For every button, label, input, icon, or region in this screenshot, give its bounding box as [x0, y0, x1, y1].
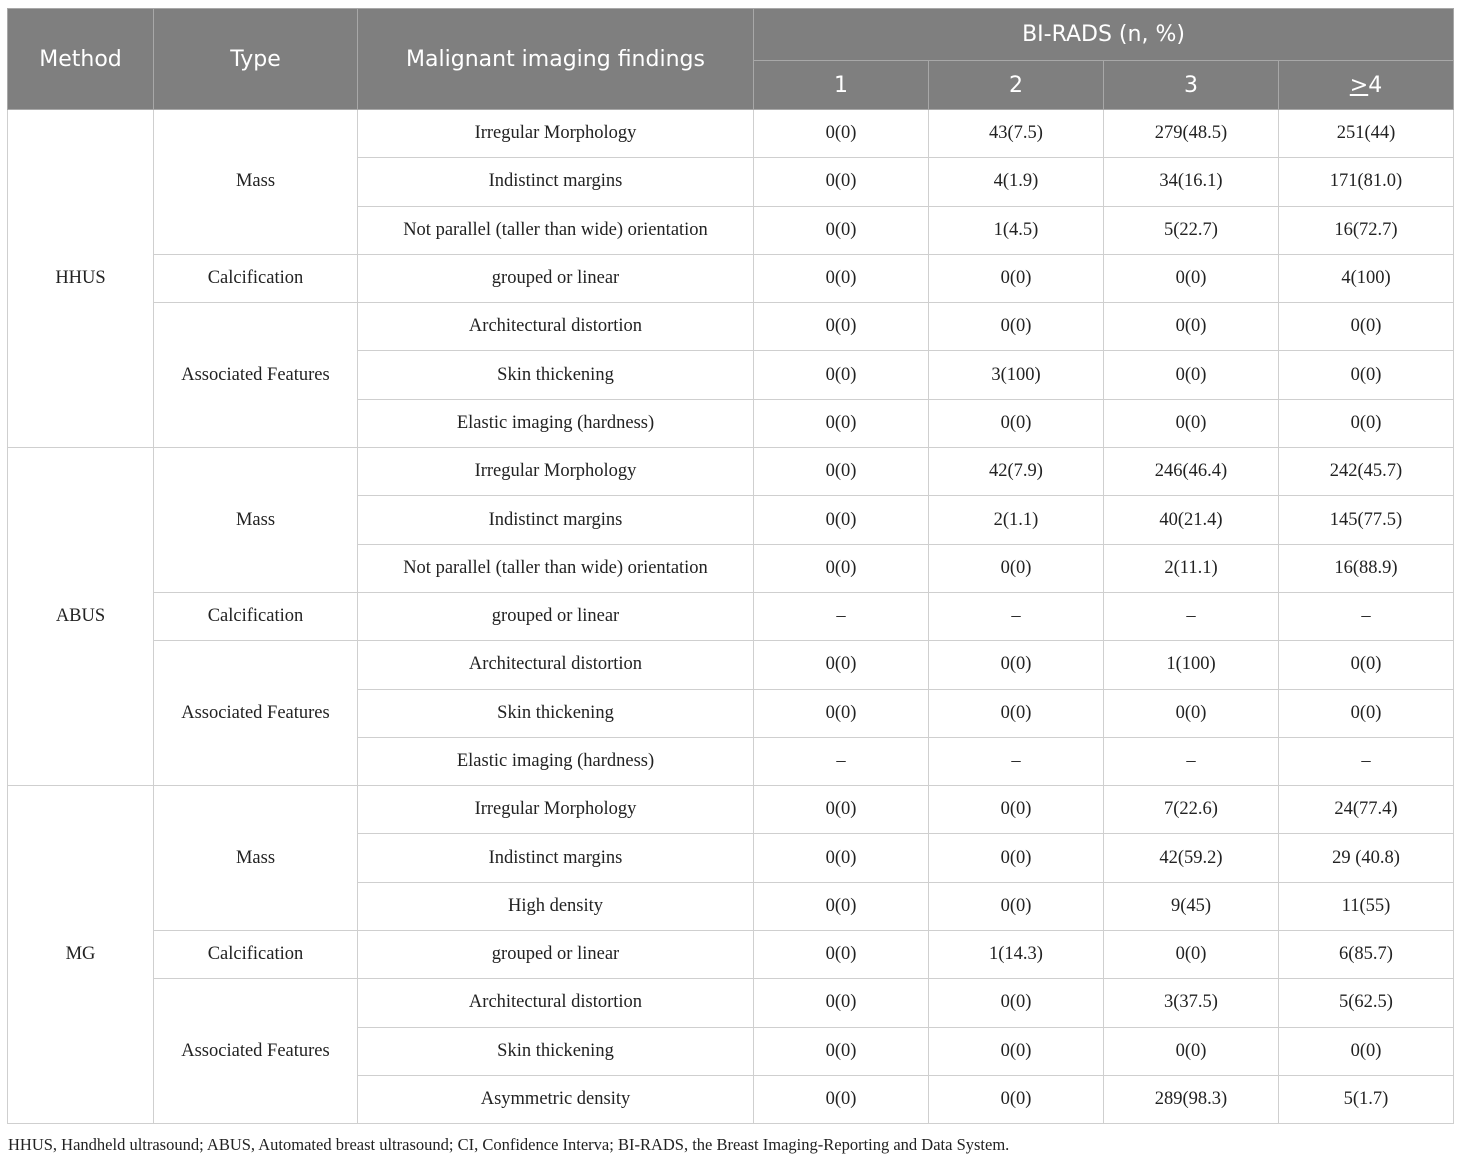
- value-cell-birads-1: 0(0): [754, 254, 929, 302]
- finding-cell: Architectural distortion: [358, 303, 754, 351]
- value-cell-birads-4-plus: 0(0): [1279, 689, 1454, 737]
- value-cell-birads-1: 0(0): [754, 641, 929, 689]
- value-cell-birads-4-plus: –: [1279, 737, 1454, 785]
- value-cell-birads-3: 5(22.7): [1104, 206, 1279, 254]
- value-cell-birads-2: 0(0): [929, 399, 1104, 447]
- value-cell-birads-2: 0(0): [929, 979, 1104, 1027]
- value-cell-birads-3: 42(59.2): [1104, 834, 1279, 882]
- finding-cell: Not parallel (taller than wide) orientation: [358, 544, 754, 592]
- value-cell-birads-1: 0(0): [754, 689, 929, 737]
- finding-cell: Elastic imaging (hardness): [358, 399, 754, 447]
- value-cell-birads-4-plus: 5(62.5): [1279, 979, 1454, 1027]
- value-cell-birads-4-plus: 4(100): [1279, 254, 1454, 302]
- value-cell-birads-2: –: [929, 592, 1104, 640]
- value-cell-birads-2: 42(7.9): [929, 448, 1104, 496]
- value-cell-birads-1: 0(0): [754, 351, 929, 399]
- value-cell-birads-2: –: [929, 737, 1104, 785]
- value-cell-birads-2: 0(0): [929, 254, 1104, 302]
- finding-cell: Irregular Morphology: [358, 448, 754, 496]
- value-cell-birads-1: 0(0): [754, 882, 929, 930]
- value-cell-birads-4-plus: 16(72.7): [1279, 206, 1454, 254]
- table-row: [8, 979, 1454, 1027]
- type-cell: Mass: [154, 786, 358, 931]
- birads-findings-table: [7, 8, 1454, 1124]
- value-cell-birads-2: 4(1.9): [929, 158, 1104, 206]
- value-cell-birads-1: 0(0): [754, 158, 929, 206]
- value-cell-birads-3: 0(0): [1104, 303, 1279, 351]
- type-cell: Associated Features: [154, 641, 358, 786]
- value-cell-birads-4-plus: 242(45.7): [1279, 448, 1454, 496]
- value-cell-birads-3: 246(46.4): [1104, 448, 1279, 496]
- finding-cell: grouped or linear: [358, 254, 754, 302]
- value-cell-birads-1: 0(0): [754, 110, 929, 158]
- value-cell-birads-1: 0(0): [754, 544, 929, 592]
- header-birads: BI-RADS (n, %): [754, 9, 1454, 61]
- value-cell-birads-4-plus: 5(1.7): [1279, 1075, 1454, 1123]
- value-cell-birads-1: 0(0): [754, 303, 929, 351]
- value-cell-birads-2: 1(4.5): [929, 206, 1104, 254]
- value-cell-birads-1: 0(0): [754, 399, 929, 447]
- value-cell-birads-3: 9(45): [1104, 882, 1279, 930]
- table-footnote: HHUS, Handheld ultrasound; ABUS, Automated breast ultrasound; CI, Confidence Interva; BI-RADS, the Breast Imaging-Reporting and Data System.: [8, 1135, 1010, 1154]
- value-cell-birads-1: 0(0): [754, 979, 929, 1027]
- table-row: [8, 254, 1454, 302]
- header-birads-2: 2: [929, 61, 1104, 110]
- value-cell-birads-3: –: [1104, 592, 1279, 640]
- value-cell-birads-2: 0(0): [929, 1075, 1104, 1123]
- finding-cell: Indistinct margins: [358, 158, 754, 206]
- finding-cell: Irregular Morphology: [358, 786, 754, 834]
- value-cell-birads-4-plus: 251(44): [1279, 110, 1454, 158]
- table-row: [8, 592, 1454, 640]
- header-birads-1: 1: [754, 61, 929, 110]
- value-cell-birads-4-plus: 16(88.9): [1279, 544, 1454, 592]
- method-cell: ABUS: [8, 448, 154, 786]
- value-cell-birads-4-plus: 0(0): [1279, 641, 1454, 689]
- table-row: [8, 303, 1454, 351]
- finding-cell: Indistinct margins: [358, 834, 754, 882]
- value-cell-birads-1: 0(0): [754, 1075, 929, 1123]
- value-cell-birads-4-plus: –: [1279, 592, 1454, 640]
- value-cell-birads-2: 0(0): [929, 786, 1104, 834]
- value-cell-birads-1: 0(0): [754, 931, 929, 979]
- value-cell-birads-3: 289(98.3): [1104, 1075, 1279, 1123]
- value-cell-birads-3: 0(0): [1104, 931, 1279, 979]
- value-cell-birads-2: 0(0): [929, 641, 1104, 689]
- value-cell-birads-1: 0(0): [754, 448, 929, 496]
- finding-cell: grouped or linear: [358, 931, 754, 979]
- table-row: [8, 641, 1454, 689]
- finding-cell: Irregular Morphology: [358, 110, 754, 158]
- finding-cell: High density: [358, 882, 754, 930]
- value-cell-birads-3: 34(16.1): [1104, 158, 1279, 206]
- header-findings: Malignant imaging findings: [358, 9, 754, 110]
- finding-cell: Skin thickening: [358, 1027, 754, 1075]
- value-cell-birads-3: 0(0): [1104, 399, 1279, 447]
- value-cell-birads-3: 40(21.4): [1104, 496, 1279, 544]
- value-cell-birads-2: 0(0): [929, 882, 1104, 930]
- value-cell-birads-3: 0(0): [1104, 254, 1279, 302]
- value-cell-birads-2: 43(7.5): [929, 110, 1104, 158]
- type-cell: Mass: [154, 110, 358, 255]
- value-cell-birads-3: 3(37.5): [1104, 979, 1279, 1027]
- value-cell-birads-3: 0(0): [1104, 351, 1279, 399]
- value-cell-birads-3: 0(0): [1104, 689, 1279, 737]
- value-cell-birads-1: 0(0): [754, 496, 929, 544]
- value-cell-birads-2: 0(0): [929, 303, 1104, 351]
- value-cell-birads-4-plus: 29 (40.8): [1279, 834, 1454, 882]
- value-cell-birads-3: –: [1104, 737, 1279, 785]
- value-cell-birads-2: 0(0): [929, 1027, 1104, 1075]
- value-cell-birads-1: –: [754, 592, 929, 640]
- value-cell-birads-4-plus: 6(85.7): [1279, 931, 1454, 979]
- value-cell-birads-4-plus: 0(0): [1279, 399, 1454, 447]
- value-cell-birads-3: 1(100): [1104, 641, 1279, 689]
- table-row: [8, 931, 1454, 979]
- value-cell-birads-2: 0(0): [929, 834, 1104, 882]
- value-cell-birads-1: 0(0): [754, 834, 929, 882]
- table-row: [8, 786, 1454, 834]
- type-cell: Calcification: [154, 931, 358, 979]
- value-cell-birads-3: 7(22.6): [1104, 786, 1279, 834]
- value-cell-birads-1: 0(0): [754, 1027, 929, 1075]
- value-cell-birads-4-plus: 11(55): [1279, 882, 1454, 930]
- value-cell-birads-1: –: [754, 737, 929, 785]
- method-cell: MG: [8, 786, 154, 1124]
- type-cell: Calcification: [154, 254, 358, 302]
- finding-cell: Architectural distortion: [358, 979, 754, 1027]
- value-cell-birads-3: 279(48.5): [1104, 110, 1279, 158]
- value-cell-birads-2: 2(1.1): [929, 496, 1104, 544]
- method-cell: HHUS: [8, 110, 154, 448]
- header-method: Method: [8, 9, 154, 110]
- value-cell-birads-2: 0(0): [929, 689, 1104, 737]
- value-cell-birads-4-plus: 0(0): [1279, 1027, 1454, 1075]
- finding-cell: Elastic imaging (hardness): [358, 737, 754, 785]
- table-row: [8, 448, 1454, 496]
- value-cell-birads-2: 3(100): [929, 351, 1104, 399]
- header-birads-4-plus: >4: [1279, 61, 1454, 110]
- table-header: [8, 9, 1454, 110]
- value-cell-birads-4-plus: 0(0): [1279, 351, 1454, 399]
- type-cell: Associated Features: [154, 979, 358, 1124]
- value-cell-birads-4-plus: 145(77.5): [1279, 496, 1454, 544]
- header-type: Type: [154, 9, 358, 110]
- value-cell-birads-4-plus: 171(81.0): [1279, 158, 1454, 206]
- value-cell-birads-2: 1(14.3): [929, 931, 1104, 979]
- value-cell-birads-1: 0(0): [754, 206, 929, 254]
- value-cell-birads-4-plus: 0(0): [1279, 303, 1454, 351]
- finding-cell: Skin thickening: [358, 351, 754, 399]
- value-cell-birads-2: 0(0): [929, 544, 1104, 592]
- value-cell-birads-3: 2(11.1): [1104, 544, 1279, 592]
- value-cell-birads-1: 0(0): [754, 786, 929, 834]
- type-cell: Mass: [154, 448, 358, 593]
- header-birads-3: 3: [1104, 61, 1279, 110]
- table-row: [8, 110, 1454, 158]
- value-cell-birads-3: 0(0): [1104, 1027, 1279, 1075]
- finding-cell: Asymmetric density: [358, 1075, 754, 1123]
- type-cell: Calcification: [154, 592, 358, 640]
- finding-cell: grouped or linear: [358, 592, 754, 640]
- value-cell-birads-4-plus: 24(77.4): [1279, 786, 1454, 834]
- finding-cell: Not parallel (taller than wide) orientation: [358, 206, 754, 254]
- table-body: [8, 110, 1454, 1124]
- type-cell: Associated Features: [154, 303, 358, 448]
- finding-cell: Skin thickening: [358, 689, 754, 737]
- finding-cell: Architectural distortion: [358, 641, 754, 689]
- finding-cell: Indistinct margins: [358, 496, 754, 544]
